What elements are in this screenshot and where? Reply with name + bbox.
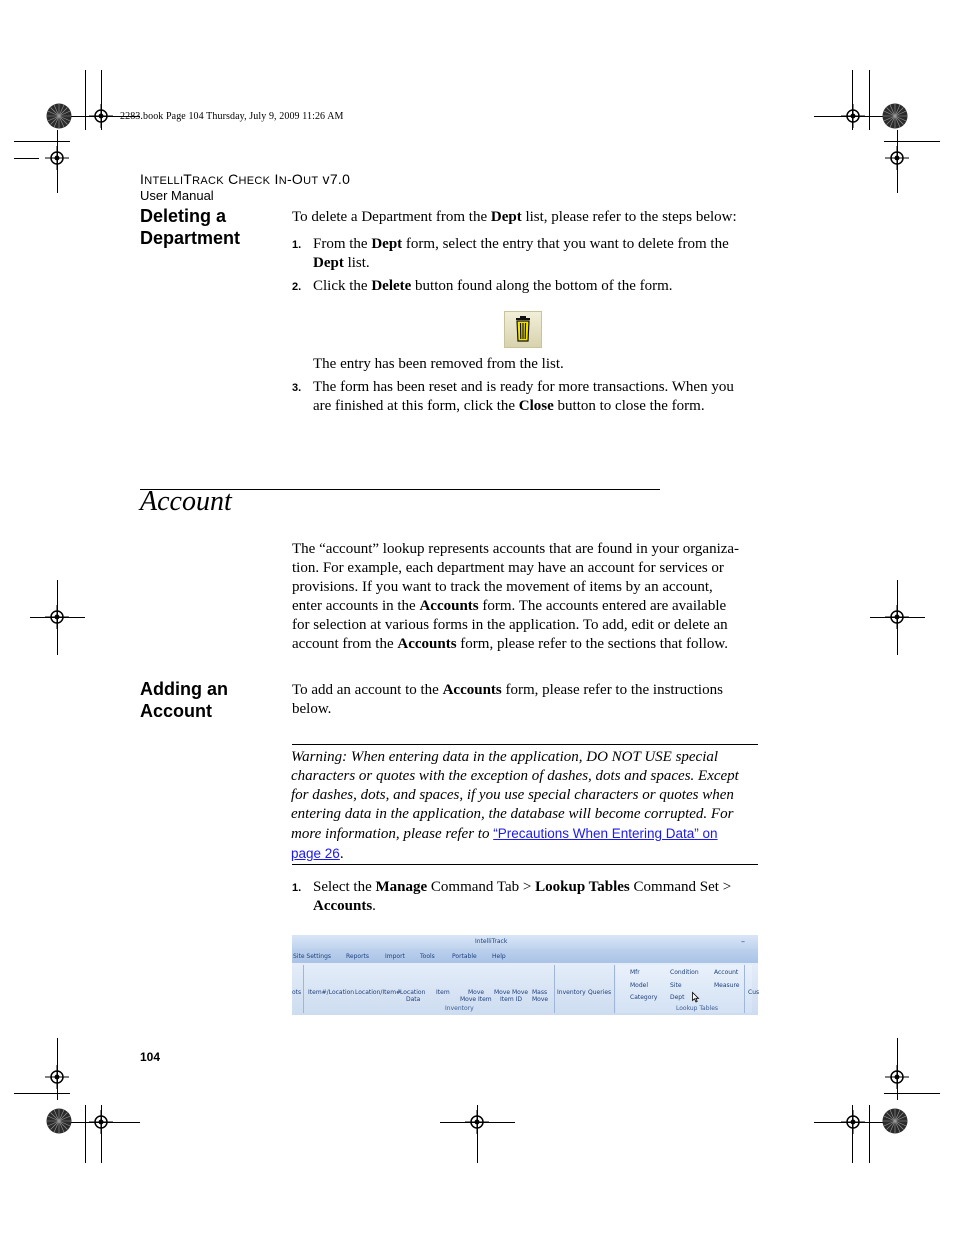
heading-line: Account [140, 701, 212, 721]
step-number: 3. [292, 382, 302, 394]
crop-line [85, 70, 86, 130]
warning-top-rule [292, 744, 758, 745]
menu-portable[interactable]: Portable [452, 953, 477, 960]
text: . [339, 846, 344, 862]
color-bar-disc-icon [46, 103, 72, 129]
print-stamp: 2283.book Page 104 Thursday, July 9, 2009 11:26 AM [120, 111, 344, 122]
text-line: below. [292, 701, 332, 717]
text: button to close the form. [553, 398, 705, 414]
header-part: v7.0 [318, 171, 351, 187]
header-part: I [140, 171, 145, 187]
text: form. The accounts entered are available [478, 598, 727, 614]
ribbon-button-location-item[interactable]: Location/Item# [355, 989, 402, 996]
ribbon-separator [614, 965, 615, 1013]
ribbon-separator [303, 965, 304, 1013]
warning-line: for dashes, dots, and spaces, if you use special characters or quotes when [291, 787, 734, 803]
ribbon-separator [744, 965, 745, 1013]
ribbon-button-sublabel: Move [532, 996, 549, 1003]
lookup-category[interactable]: Category [630, 994, 658, 1001]
ribbon-button-cus[interactable]: Cus [748, 989, 760, 996]
text: form, select the entry that you want to delete from the [402, 236, 729, 252]
registration-mark-icon [465, 1110, 489, 1134]
text: button found along the bottom of the form. [411, 278, 673, 294]
text: To add an account to the [292, 682, 443, 698]
minimize-button[interactable]: – [741, 937, 745, 946]
bold-term: Accounts [313, 898, 373, 914]
crop-line [869, 1105, 870, 1163]
header-part: RACK [192, 175, 224, 187]
header-part: HECK [238, 175, 271, 187]
ribbon-app-title: IntelliTrack [475, 938, 508, 945]
ribbon-button-sublabel: Move Item [460, 996, 492, 1003]
step-1-text [313, 235, 758, 273]
menu-help[interactable]: Help [492, 953, 506, 960]
ribbon-button-sublabel: Data [406, 996, 421, 1003]
text: Command Set > [629, 879, 732, 895]
ribbon-button-item-location[interactable]: Item#/Location [308, 989, 355, 996]
bold-term: Lookup Tables [535, 879, 630, 895]
bold-term: Dept [371, 236, 403, 252]
registration-mark-icon [885, 1065, 909, 1089]
ribbon-separator [554, 965, 555, 1013]
adding-intro [292, 681, 762, 719]
header-part: T [183, 171, 193, 187]
text: . [372, 898, 376, 914]
warning-note [291, 748, 761, 864]
crop-line [85, 1105, 86, 1163]
lookup-model[interactable]: Model [630, 982, 649, 989]
delete-button-image [504, 311, 542, 348]
ribbon-button[interactable]: ots [292, 989, 302, 996]
mouse-cursor-icon [692, 992, 700, 1003]
text: list. [343, 255, 370, 271]
bold-term: Delete [371, 278, 412, 294]
bold-term: Accounts [419, 598, 479, 614]
text: Command Tab > [427, 879, 536, 895]
adding-step-1-text [313, 878, 758, 916]
crop-line [869, 70, 870, 130]
crop-line [14, 141, 70, 142]
lookup-condition[interactable]: Condition [670, 969, 699, 976]
lookup-account[interactable]: Account [714, 969, 739, 976]
registration-mark-icon [45, 1065, 69, 1089]
ribbon-button-move-move[interactable]: Move Move [494, 989, 529, 996]
step-number: 1. [292, 882, 302, 894]
header-part: -O [286, 171, 304, 187]
registration-mark-icon [841, 1110, 865, 1134]
lookup-mfr[interactable]: Mfr [630, 969, 640, 976]
ribbon-screenshot [292, 935, 758, 1015]
lookup-site[interactable]: Site [670, 982, 682, 989]
running-header-title [140, 171, 350, 187]
ribbon-button-item[interactable]: Item [436, 989, 450, 996]
registration-mark-icon [45, 605, 69, 629]
text: Click the [313, 278, 372, 294]
bold-term: Dept [313, 255, 344, 271]
warning-bottom-rule [292, 864, 758, 865]
ribbon-title-bar [292, 935, 758, 949]
ribbon-menu-bar [292, 949, 758, 963]
running-header-subtitle: User Manual [140, 188, 214, 203]
ribbon-button-mass-move[interactable]: Mass [532, 989, 548, 996]
header-part: NTELLI [144, 175, 184, 187]
text: To delete a Department from the [292, 209, 491, 225]
registration-mark-icon [89, 1110, 113, 1134]
registration-mark-icon [885, 605, 909, 629]
ribbon-group-lookup-tables: Lookup Tables [676, 1005, 719, 1012]
text: are finished at this form, click the [313, 398, 519, 414]
heading-line: Department [140, 228, 241, 248]
ribbon-button-location-data[interactable]: Location [400, 989, 426, 996]
lookup-measure[interactable]: Measure [714, 982, 740, 989]
registration-mark-icon [841, 104, 865, 128]
crop-line [884, 1093, 940, 1094]
ribbon-group-inventory: Inventory [445, 1005, 474, 1012]
warning-line: entering data in the application, the database will become corrupted. For [291, 806, 734, 822]
deleting-intro [292, 208, 737, 227]
registration-mark-icon [885, 146, 909, 170]
account-section-title: Account [140, 486, 232, 517]
menu-tools[interactable]: Tools [420, 953, 435, 960]
menu-import[interactable]: Import [385, 953, 405, 960]
bold-term: Accounts [442, 682, 502, 698]
crop-line [14, 158, 39, 159]
ribbon-button-queries[interactable]: Queries [588, 989, 612, 996]
adding-account-heading [140, 678, 228, 722]
bold-term: Accounts [397, 636, 457, 652]
text: From the [313, 236, 372, 252]
deleting-department-heading [140, 205, 240, 249]
registration-mark-icon [89, 104, 113, 128]
text: more information, please refer to [291, 826, 494, 842]
step-3-text [313, 378, 758, 416]
crop-line [14, 1093, 70, 1094]
text: form, please refer to the sections that follow. [456, 636, 728, 652]
color-bar-disc-icon [46, 1108, 72, 1134]
precautions-link[interactable]: “Precautions When Entering Data” on [493, 826, 718, 841]
header-part: C [223, 171, 239, 187]
ribbon-button-inventory[interactable]: Inventory [557, 989, 586, 996]
warning-line: Warning: When entering data in the application, DO NOT USE special [291, 749, 719, 765]
bold-term: Close [518, 398, 554, 414]
lookup-dept[interactable]: Dept [670, 994, 685, 1001]
menu-site-settings[interactable]: Site Settings [293, 953, 332, 960]
step-2-text [313, 277, 758, 296]
text-line: The “account” lookup represents accounts that are found in your organiza- [292, 541, 740, 557]
step-number: 2. [292, 281, 302, 293]
entry-removed-text: The entry has been removed from the list. [313, 356, 564, 372]
crop-line [884, 141, 940, 142]
precautions-page-link[interactable]: page 26 [291, 846, 340, 861]
page-number: 104 [140, 1050, 161, 1064]
text-line: provisions. If you want to track the movement of items by an account, [292, 579, 713, 595]
ribbon-button-sublabel: Item ID [500, 996, 522, 1003]
step-number: 1. [292, 239, 302, 251]
text-line: for selection at various forms in the application. To add, edit or delete an [292, 617, 728, 633]
color-bar-disc-icon [882, 103, 908, 129]
text: account from the [292, 636, 398, 652]
text: list, please refer to the steps below: [521, 209, 737, 225]
account-intro-paragraph [292, 540, 762, 654]
text: form, please refer to the instructions [501, 682, 723, 698]
heading-line: Deleting a [140, 206, 227, 226]
trash-can-icon [505, 312, 541, 347]
ribbon-button-move[interactable]: Move [468, 989, 485, 996]
warning-line: characters or quotes with the exception of dashes, dots and spaces. Except [291, 768, 739, 784]
menu-reports[interactable]: Reports [346, 953, 370, 960]
header-part: UT [303, 175, 319, 187]
heading-line: Adding an [140, 679, 228, 699]
bold-term: Manage [375, 879, 428, 895]
text: Select the [313, 879, 376, 895]
color-bar-disc-icon [882, 1108, 908, 1134]
text-line: tion. For example, each department may have an account for services or [292, 560, 724, 576]
header-part: N [278, 175, 287, 187]
text: The form has been reset and is ready for more transactions. When you [313, 379, 734, 395]
text: enter accounts in the [292, 598, 420, 614]
header-part: I [270, 171, 279, 187]
registration-mark-icon [45, 146, 69, 170]
bold-term: Dept [490, 209, 522, 225]
